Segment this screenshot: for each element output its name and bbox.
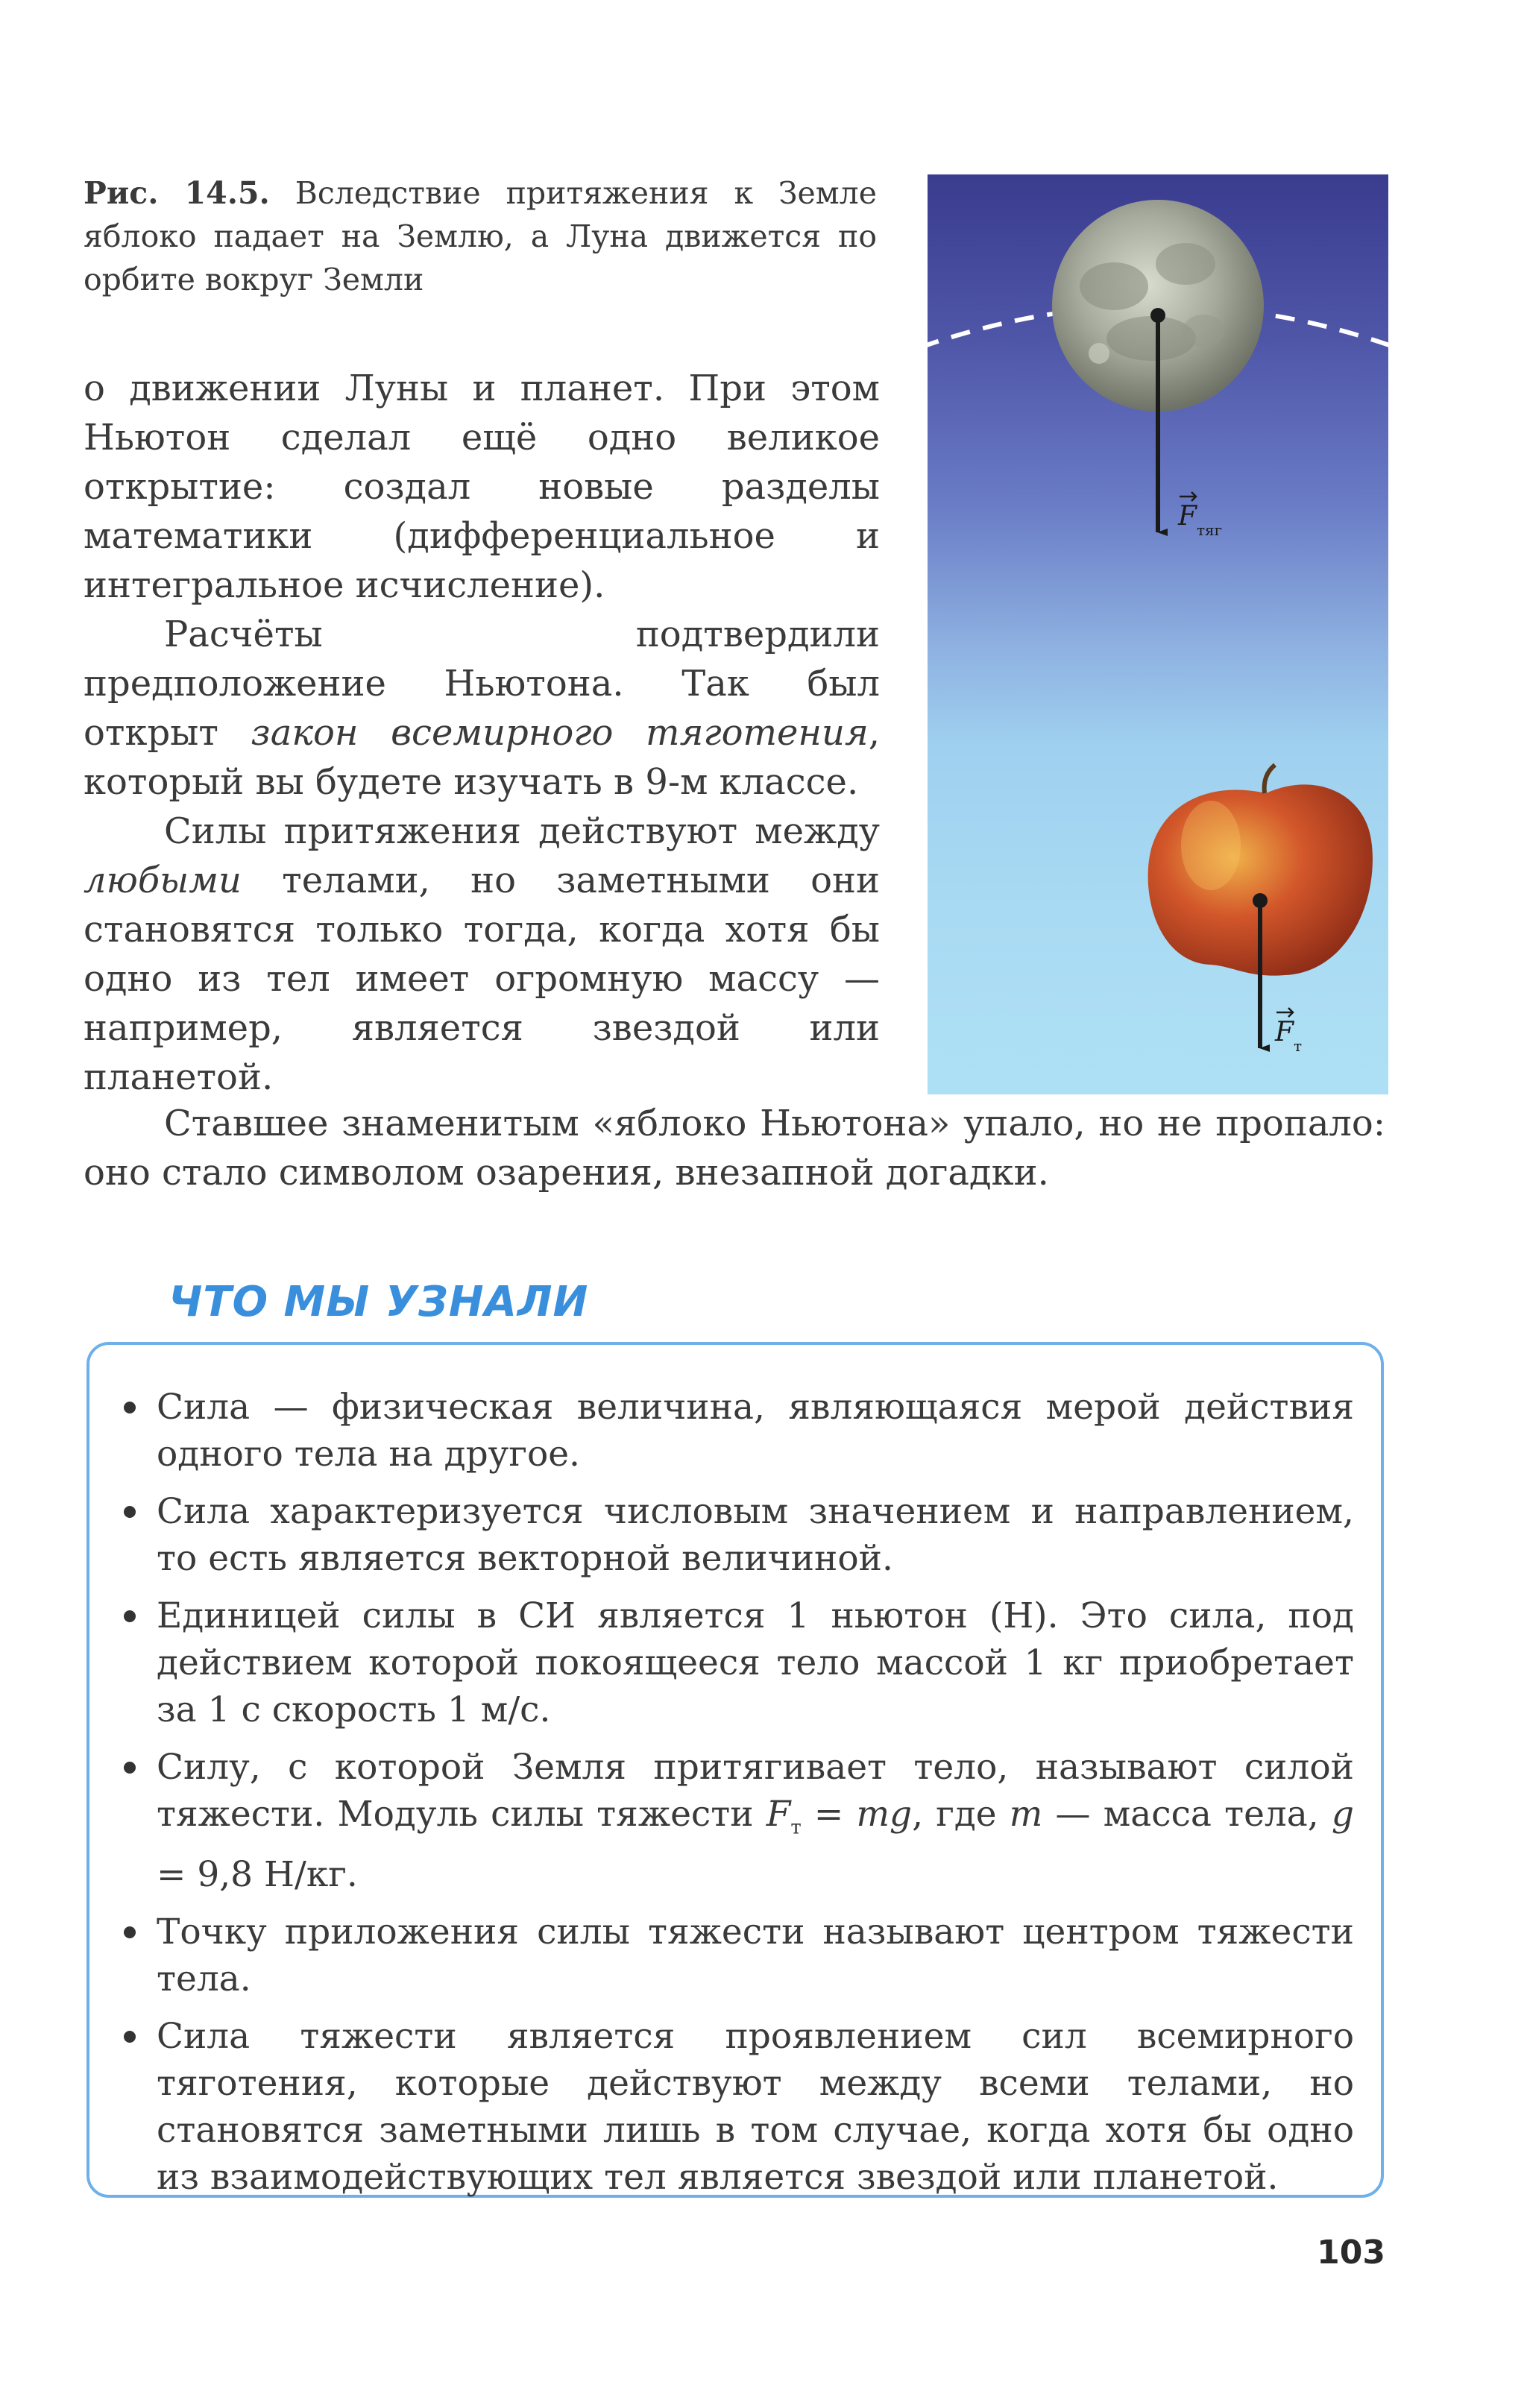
gravity-m: m — [1009, 1794, 1043, 1835]
summary-item: Сила тяжести является проявлением сил всемирного тяготения, которые действуют между всеми телами, но становятся заметными лишь в том случае, когда хотя бы одно из взаимодействующих тел является звездой или планетой. — [157, 2013, 1354, 2201]
moon-force-label: $F_{тяг}$ — [1178, 501, 1223, 539]
paragraph-2 — [84, 610, 880, 807]
figure-caption — [84, 171, 877, 301]
page-number: 103 — [1317, 2234, 1385, 2272]
gravity-text-b: , где — [912, 1794, 1010, 1835]
summary-box — [86, 1342, 1384, 2198]
summary-item-gravity — [157, 1744, 1354, 1898]
any-bodies-term: любыми — [84, 860, 242, 901]
gravity-force-symbol: $F_т$ — [766, 1794, 802, 1839]
paragraph-1: о движении Луны и планет. При этом Ньютон сделал ещё одно великое открытие: создал новые разделы математики (дифференциальное и интегральное исчисление). — [84, 368, 880, 606]
paragraph-3-text-a: Силы притяжения действуют между — [164, 810, 880, 852]
paragraph-2-text-a: Расчёты подтвердили предположение Ньютона. Так был открыт — [84, 614, 880, 754]
main-text-column — [84, 364, 880, 1102]
gravity-equals: = — [801, 1794, 857, 1835]
figure-caption-text: Вследствие притяжения к Земле яблоко падает на Землю, а Луна движется по орбите вокруг Земли — [84, 175, 877, 297]
summary-item: Сила — физическая величина, являющаяся мерой действия одного тела на другое. — [157, 1384, 1354, 1478]
gravity-text-c: — масса тела, — [1042, 1794, 1332, 1835]
summary-list — [157, 1384, 1354, 2211]
moon-force-vector-bar — [1180, 492, 1196, 501]
figure-caption-label: Рис. 14.5. — [84, 175, 270, 211]
gravity-mg: mg — [856, 1794, 913, 1835]
paragraph-2-text-b: , который вы будете изучать в 9-м классе. — [84, 712, 881, 803]
paragraph-4: Ставшее знаменитым «яблоко Ньютона» упало, но не пропало: оно стало символом озарения, внезапной догадки. — [84, 1103, 1385, 1194]
apple-force-vector-bar — [1276, 1008, 1293, 1017]
summary-item: Точку приложения силы тяжести называют центром тяжести тела. — [157, 1909, 1354, 2002]
section-title: ЧТО МЫ УЗНАЛИ — [169, 1278, 589, 1326]
summary-item: Сила характеризуется числовым значением и направлением, то есть является векторной величиной. — [157, 1488, 1354, 1582]
apple-force-label: $F_т$ — [1275, 1017, 1303, 1055]
gravity-text-d: = 9,8 Н/кг. — [157, 1854, 358, 1896]
gravity-text-a: Силу, с которой Земля притягивает тело, называют силой тяжести. Модуль силы тяжести — [157, 1747, 1354, 1835]
paragraph-3 — [84, 807, 880, 1102]
summary-item: Единицей силы в СИ является 1 ньютон (Н). Это сила, под действием которой покоящееся тело массой 1 кг приобретает за 1 с скорость 1 м/с. — [157, 1592, 1354, 1733]
gravity-g: g — [1331, 1794, 1355, 1835]
law-of-gravitation-term: закон всемирного тяготения — [251, 712, 869, 754]
moon-apple-figure — [928, 174, 1388, 1094]
paragraph-3-text-b: телами, но заметными они становятся только тогда, когда хотя бы одно из тел имеет огромную массу — например, является звездой или планетой. — [84, 860, 880, 1098]
